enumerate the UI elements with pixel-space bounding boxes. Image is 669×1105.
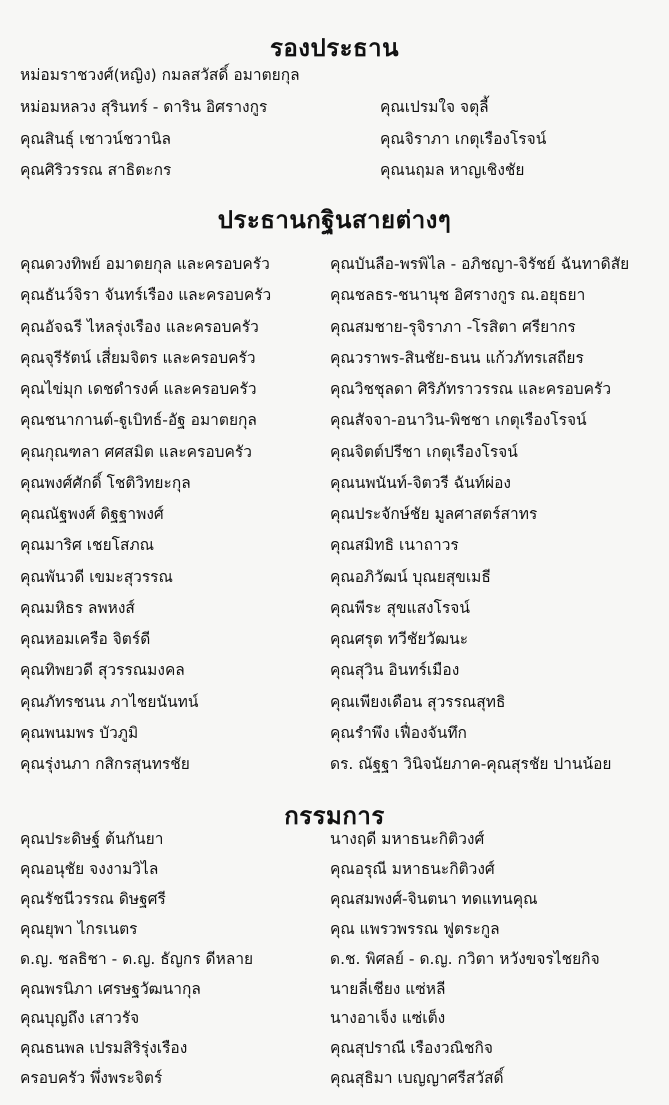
- committee-left-item-1: คุณประดิษฐ์ ต้นกันยา: [20, 830, 164, 848]
- vice-chair-right-3: คุณนฤมล หาญเชิงชัย: [380, 161, 525, 179]
- vice-chair-left-3: คุณศิริวรรณ สาธิตะกร: [20, 161, 172, 179]
- committee-right-item-8: คุณสุปราณี เรืองวณิชกิจ: [330, 1039, 493, 1058]
- kathin-chair-right-item-11: คุณอภิวัฒน์ บุณยสุขเมธี: [330, 567, 491, 586]
- committee-right-item-5: ด.ช. พิศลย์ - ด.ญ. กวิตา หวังขจรไชยกิจ: [330, 949, 600, 968]
- kathin-chair-right-item-8: คุณนพนันท์-จิตวรี ฉันท์ผ่อง: [330, 473, 511, 492]
- kathin-chair-left-item-8: คุณพงศ์ศักดิ์ โชติวิทยะกุล: [20, 473, 191, 492]
- committee-left-item-2: คุณอนุชัย จงงามวิไล: [20, 859, 159, 878]
- committee-right-item-1: นางฤดี มหาธนะกิติวงศ์: [330, 830, 485, 848]
- kathin-chair-left-item-9: คุณณัฐพงศ์ ดิฐฐาพงศ์: [20, 505, 164, 523]
- committee-heading: กรรมการ: [284, 802, 385, 830]
- vice-chair-right-2: คุณจิราภา เกตุเรืองโรจน์: [380, 130, 547, 148]
- kathin-chair-right-item-10: คุณสมิทธิ เนาถาวร: [330, 536, 459, 555]
- kathin-chair-right-item-3: คุณสมชาย-รุจิราภา -โรสิตา ศรียากร: [330, 317, 576, 336]
- committee-right-item-3: คุณสมพงศ์-จินตนา ทดแทนคุณ: [330, 889, 538, 908]
- kathin-chairs-heading: ประธานกฐินสายต่างๆ: [217, 206, 452, 234]
- committee-right-item-4: คุณ แพรวพรรณ ฟูตระกูล: [330, 919, 500, 938]
- kathin-chair-right-item-12: คุณพีระ สุขแสงโรจน์: [330, 598, 470, 617]
- kathin-chair-left-item-14: คุณทิพยวดี สุวรรณมงคล: [20, 661, 185, 680]
- vice-chair-single: หม่อมราชวงศ์(หญิง) กมลสวัสดิ์ อมาตยกุล: [20, 66, 300, 84]
- kathin-chair-left-item-7: คุณกุณฑลา ศศสมิต และครอบครัว: [20, 442, 252, 461]
- kathin-chair-left-item-16: คุณพนมพร บัวภูมิ: [20, 723, 139, 742]
- kathin-chair-left-item-11: คุณพันวดี เขมะสุวรรณ: [20, 567, 173, 586]
- kathin-chair-left-item-1: คุณดวงทิพย์ อมาตยกุล และครอบครัว: [20, 255, 270, 273]
- kathin-chair-left-item-3: คุณอัจฉรี ไหลรุ่งเรือง และครอบครัว: [20, 317, 259, 336]
- kathin-chair-right-item-13: คุณศรุต ทวีชัยวัฒนะ: [330, 630, 469, 648]
- kathin-chair-right-item-5: คุณวิชชุลดา ศิริภัทราวรรณ และครอบครัว: [330, 380, 612, 398]
- committee-right-item-6: นายลี่เชียง แซ่หลี: [330, 979, 446, 998]
- committee-left-item-3: คุณรัชนีวรรณ ดิษฐศรี: [20, 889, 166, 908]
- kathin-chair-left-item-13: คุณหอมเครือ จิตร์ดี: [20, 630, 151, 648]
- kathin-chair-right-item-9: คุณประจักษ์ชัย มูลศาสตร์สาทร: [330, 505, 538, 523]
- vice-chair-right-1: คุณเปรมใจ จตุลี้: [380, 98, 489, 116]
- kathin-chair-right-item-1: คุณบันลือ-พรพิไล - อภิชญา-จิรัชย์ ฉันทาดิสัย: [330, 255, 630, 273]
- committee-left-item-4: คุณยุพา ไกรเนตร: [20, 919, 138, 938]
- committee-left-item-9: ครอบครัว พึ่งพระจิตร์: [20, 1069, 163, 1088]
- committee-right-item-2: คุณอรุณี มหาธนะกิติวงศ์: [330, 859, 495, 878]
- kathin-chair-right-item-7: คุณจิตต์ปรีชา เกตุเรืองโรจน์: [330, 442, 518, 461]
- kathin-chair-right-item-17: ดร. ณัฐฐา วินิจนัยภาค-คุณสุรชัย ปานน้อย: [330, 755, 612, 773]
- kathin-chair-left-item-10: คุณมาริศ เชยโสภณ: [20, 536, 155, 555]
- kathin-chair-left-item-6: คุณชนากานต์-ฐูเบิทธ์-อัฐ อมาตยกุล: [20, 411, 257, 430]
- kathin-chair-left-item-4: คุณจุรีรัตน์ เสี่ยมจิตร และครอบครัว: [20, 348, 256, 367]
- kathin-chair-right-item-6: คุณสัจจา-อนาวิน-พิชชา เกตุเรืองโรจน์: [330, 411, 587, 430]
- vice-chair-heading: รองประธาน: [269, 34, 400, 62]
- kathin-chair-left-item-5: คุณไข่มุก เดชดำรงค์ และครอบครัว: [20, 380, 257, 398]
- committee-left-item-7: คุณบุญถึง เสาวรัจ: [20, 1009, 140, 1028]
- kathin-chair-right-item-2: คุณชลธร-ชนานุช อิศรางกูร ณ.อยุธยา: [330, 286, 586, 305]
- kathin-chair-right-item-16: คุณรำพึง เฟื่องจันทึก: [330, 723, 467, 742]
- vice-chair-left-2: คุณสินธุ์ เชาวน์ชวานิล: [20, 130, 172, 148]
- committee-left-item-8: คุณธนพล เปรมสิริรุ่งเรือง: [20, 1039, 188, 1058]
- vice-chair-left-1: หม่อมหลวง สุรินทร์ - ดาริน อิศรางกูร: [20, 98, 268, 116]
- kathin-chair-right-item-14: คุณสุวิน อินทร์เมือง: [330, 661, 460, 680]
- kathin-chair-left-item-17: คุณรุ่งนภา กสิกรสุนทรชัย: [20, 755, 190, 773]
- committee-left-item-5: ด.ญ. ชลธิชา - ด.ญ. ธัญกร ดีหลาย: [20, 949, 254, 968]
- committee-right-item-9: คุณสุธิมา เบญญาศรีสวัสดิ์: [330, 1069, 504, 1088]
- kathin-chair-left-item-15: คุณภัทรชนน ภาไชยนันทน์: [20, 692, 199, 711]
- committee-left-item-6: คุณพรนิภา เศรษฐวัฒนากุล: [20, 979, 201, 998]
- kathin-chair-right-item-4: คุณวราพร-สินชัย-ธนน แก้วภัทรเสถียร: [330, 348, 584, 367]
- committee-right-item-7: นางอาเจ็ง แซ่เต็ง: [330, 1009, 446, 1028]
- kathin-chair-right-item-15: คุณเพียงเดือน สุวรรณสุทธิ: [330, 692, 506, 711]
- kathin-chair-left-item-2: คุณธันว์จิรา จันทร์เรือง และครอบครัว: [20, 286, 272, 305]
- kathin-chair-left-item-12: คุณมหิธร ลพหงส์: [20, 598, 135, 617]
